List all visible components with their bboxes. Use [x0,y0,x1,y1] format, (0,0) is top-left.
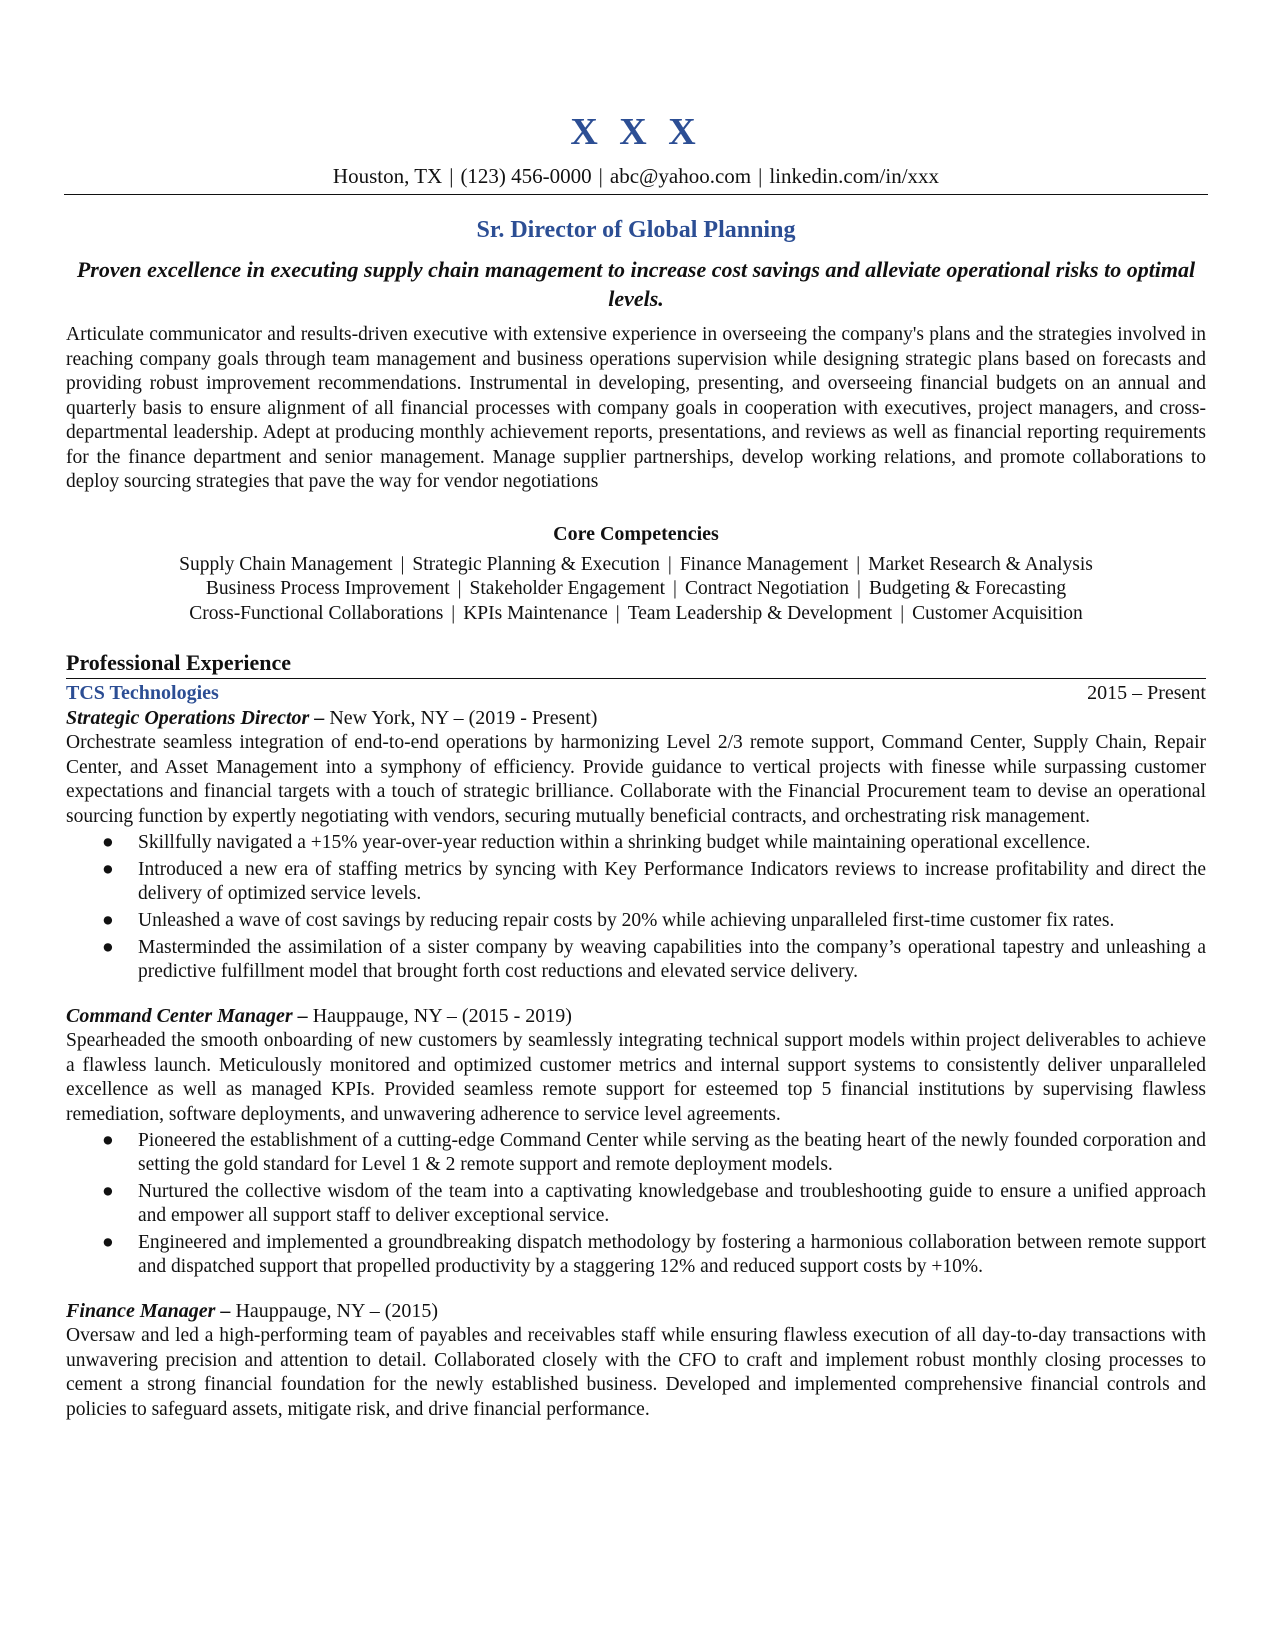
bullet-icon: ● [102,1130,114,1151]
competency-separator: | [451,602,456,624]
competency-separator: | [615,602,620,624]
competencies-line [66,577,1206,602]
company-dates: 2015 – Present [1087,682,1206,704]
achievement-text: Masterminded the assimilation of a sister company by weaving capabilities into the company’s operational tapestry and unleashing a predictive fulfillment model that brought forth cost reductions and elevated service delivery. [138,937,1206,982]
contact-line [64,162,1208,195]
contact-email[interactable]: abc@yahoo.com [609,164,752,188]
competencies-line [66,553,1206,578]
job-description: Spearheaded the smooth onboarding of new customers by seamlessly integrating technical support models within project deliverables to achieve a flawless launch. Meticulously monitored and optimized customer metrics and internal support systems to consistently deliver unparalleled excellence as well as managed KPIs. Provided seamless remote support for esteemed top 5 financial institutions by supervising flawless remediation, software deployments, and unwavering adherence to service level agreements. [66,1030,1206,1125]
bullet-icon: ● [102,859,114,880]
achievement-text: Nurtured the collective wisdom of the team into a captivating knowledgebase and troubleshooting guide to ensure a unified approach and empower all support staff to deliver exceptional service. [138,1181,1206,1226]
job-title: Finance Manager – [66,1300,231,1322]
competency-separator: | [857,578,861,599]
job-header [66,706,1206,731]
achievement-item [66,831,1206,855]
achievement-item [66,909,1206,933]
competency-separator: | [856,553,861,575]
job-achievements [66,831,1206,984]
tagline: Proven excellence in executing supply chain management to increase cost savings and alleviate operational risks to optimal levels. [76,257,1196,311]
company-name: TCS Technologies [66,682,219,704]
job-entry [66,1299,1206,1422]
achievement-item [66,1231,1206,1279]
competency-item: Budgeting & Forecasting [868,578,1067,599]
job-description: Oversaw and led a high-performing team of payables and receivables staff while ensuring flawless execution of all day-to-day transactions with unwavering precision and attention to detail. Collaborated closely with the CFO to craft and implement robust monthly closing processes to cement a strong financial foundation for the newly established business. Developed and implemented comprehensive financial controls and policies to safeguard assets, mitigate risk, and drive financial performance. [66,1325,1206,1420]
competency-separator: | [457,578,462,599]
achievement-text: Engineered and implemented a groundbreaking dispatch methodology by fostering a harmonious collaboration between remote support and dispatched support that propelled productivity by a staggering 12% and reduced support costs by +10%. [138,1232,1206,1277]
achievement-text: Introduced a new era of staffing metrics by syncing with Key Performance Indicators reviews to increase profitability and direct the delivery of optimized service levels. [138,859,1206,904]
experience-heading: Professional Experience [66,650,1206,679]
competency-item: Cross-Functional Collaborations [189,602,444,624]
achievement-item [66,858,1206,906]
competencies-line [66,602,1206,627]
achievement-text: Unleashed a wave of cost savings by reducing repair costs by 20% while achieving unparalleled first-time customer fix rates. [138,910,1115,931]
headline-title: Sr. Director of Global Planning [476,217,796,243]
competency-item: KPIs Maintenance [463,602,608,624]
job-location-dates: Hauppauge, NY – (2015) [230,1300,439,1322]
achievement-text: Skillfully navigated a +15% year-over-year reduction within a shrinking budget while maintaining operational excellence. [138,832,1091,853]
bullet-icon: ● [102,937,114,958]
job-title: Strategic Operations Director – [66,707,325,729]
competency-separator: | [673,578,677,599]
job-entry [66,706,1206,984]
bullet-icon: ● [102,910,114,931]
contact-separator: | [758,164,763,188]
candidate-name: X X X [570,111,702,153]
competency-item: Contract Negotiation [684,578,850,599]
job-header [66,1299,1206,1324]
competency-separator: | [667,553,672,575]
competency-item: Business Process Improvement [205,578,450,599]
competency-item: Customer Acquisition [912,602,1083,624]
summary-paragraph: Articulate communicator and results-driven executive with extensive experience in overseeing the company's plans and the strategies involved in reaching company goals through team management and business operations supervision while designing strategic plans based on forecasts and providing robust improvement recommendations. Instrumental in developing, presenting, and overseeing financial budgets on an annual and quarterly basis to ensure alignment of all financial processes with company goals in cooperation with executives, project managers, and cross-departmental leadership. Adept at producing monthly achievement reports, presentations, and reviews as well as financial reporting requirements for the finance department and senior management. Manage supplier partnerships, develop working relations, and promote collaborations to deploy sourcing strategies that pave the way for vendor negotiations [66,324,1206,492]
job-location-dates: New York, NY – (2019 - Present) [324,707,598,729]
achievement-text: Pioneered the establishment of a cutting-edge Command Center while serving as the beating heart of the newly founded corporation and setting the gold standard for Level 1 & 2 remote support and remote deployment models. [138,1130,1206,1175]
resume-page [66,110,1206,1422]
competencies-heading: Core Competencies [553,522,719,545]
contact-location: Houston, TX [332,164,443,188]
competency-item: Supply Chain Management [179,553,393,575]
bullet-icon: ● [102,1232,114,1253]
competencies-list [66,553,1206,627]
contact-linkedin[interactable]: linkedin.com/in/xxx [769,164,940,188]
competency-separator: | [400,553,405,575]
contact-separator: | [449,164,454,188]
competency-item: Finance Management [679,553,849,575]
achievement-item [66,1180,1206,1228]
competency-item: Market Research & Analysis [868,553,1093,575]
achievement-item [66,1129,1206,1177]
job-description: Orchestrate seamless integration of end-to-end operations by harmonizing Level 2/3 remote support, Command Center, Supply Chain, Repair Center, and Asset Management into a symphony of efficiency. Provide guidance to vertical projects with finesse while surpassing customer expectations and financial targets with a touch of strategic brilliance. Collaborate with the Financial Procurement team to devise an operational sourcing function by expertly negotiating with vendors, securing mutually beneficial contracts, and orchestrating risk management. [66,732,1206,827]
bullet-icon: ● [102,832,114,853]
competency-item: Team Leadership & Development [627,602,893,624]
job-title: Command Center Manager – [66,1005,308,1027]
job-header [66,1004,1206,1029]
job-entry [66,1004,1206,1279]
achievement-item [66,936,1206,984]
job-location-dates: Hauppauge, NY – (2015 - 2019) [307,1005,572,1027]
contact-phone: (123) 456-0000 [460,164,592,188]
bullet-icon: ● [102,1181,114,1202]
job-achievements [66,1129,1206,1279]
competency-separator: | [900,602,905,624]
competency-item: Stakeholder Engagement [469,578,666,599]
competency-item: Strategic Planning & Execution [412,553,660,575]
company-row [66,681,1206,706]
contact-separator: | [598,164,603,188]
